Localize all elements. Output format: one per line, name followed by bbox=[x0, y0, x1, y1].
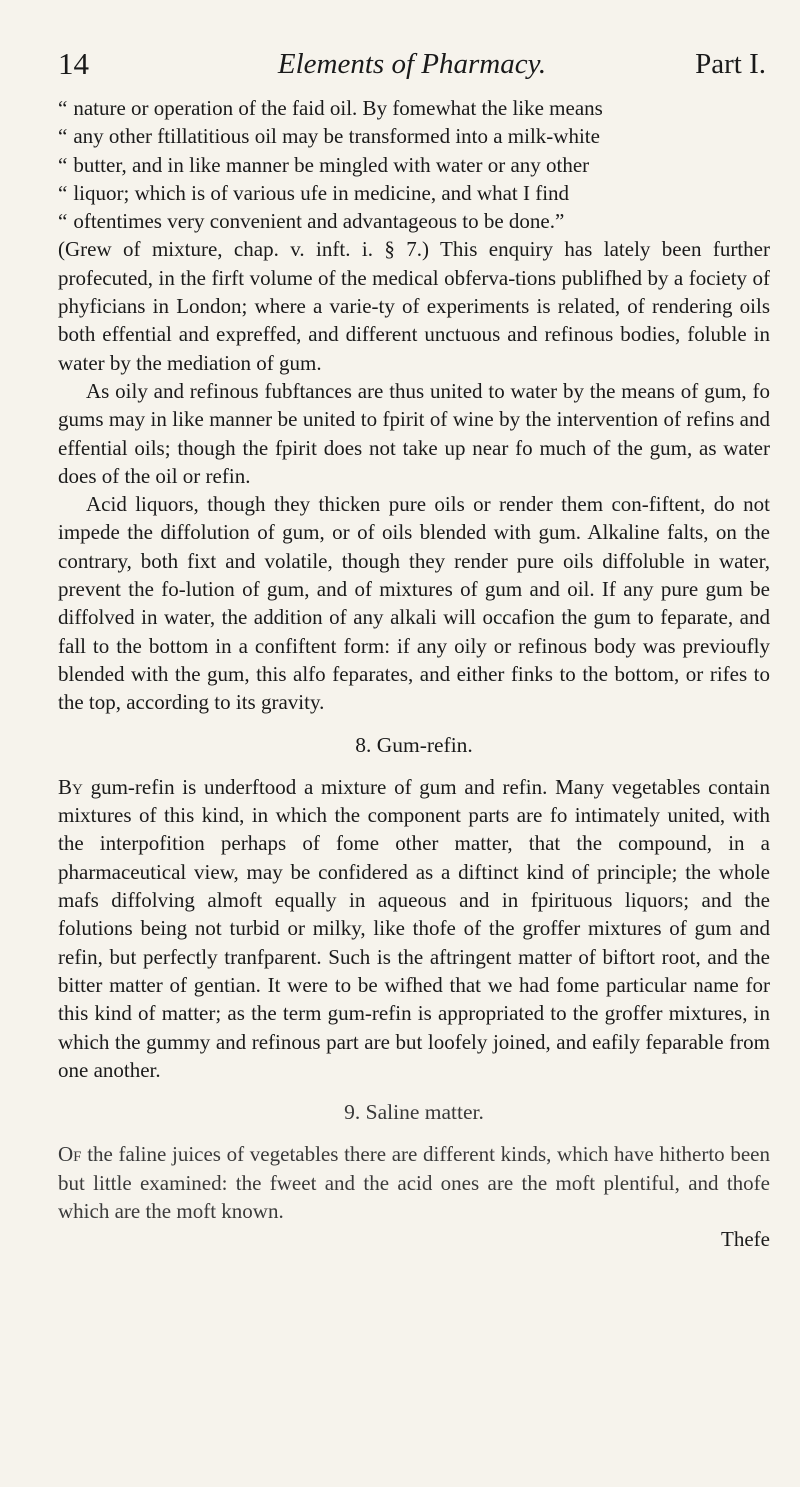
first-word: By bbox=[58, 774, 83, 799]
section-heading: 8. Gum-refin. bbox=[355, 732, 473, 757]
running-title: Elements of Pharmacy. bbox=[277, 48, 547, 80]
paragraph: As oily and refinous fubftances are thus united to water by the means of gum, fo gums may in like manner be united to fpirit of wine by the intervention of refins and effential oils; though the fpirit does not take up near fo much of the gum, as water does of the oil or refin. bbox=[58, 378, 770, 488]
part-label: Part I. bbox=[695, 48, 766, 80]
running-header bbox=[58, 44, 766, 94]
quote-line: “ oftentimes very convenient and advantageous to be done.” bbox=[58, 209, 565, 234]
page-number: 14 bbox=[58, 46, 89, 81]
quotation bbox=[58, 94, 770, 235]
quote-line: “ any other ftillatitious oil may be transformed into a milk-white bbox=[58, 124, 600, 149]
quote-line: “ liquor; which is of various ufe in medicine, and what I find bbox=[58, 180, 570, 205]
paragraph: By gum-refin is underftood a mixture of gum and refin. Many vegetables contain mixtures of this kind, in which the component parts are fo intimately united, with the interpofition perhaps of fome other matter, that the compound, in a pharmaceutical view, may be confidered as a diftinct kind of principle; the whole mafs diffolving almoft equally in aqueous and in fpirituous liquors; and the folutions being not turbid or milky, like thofe of the groffer mixtures of gum and refin, but perfectly tranfparent. Such is the aftringent matter of biftort root, and the bitter matter of gentian. It were to be wifhed that we had fome particular name for this kind of matter; as the term gum-refin is appropriated to the groffer mixtures, in which the gummy and refinous part are but loofely joined, and eafily feparable from one another. bbox=[58, 774, 770, 1082]
first-word: Of bbox=[58, 1142, 82, 1167]
paragraph: Acid liquors, though they thicken pure oils or render them con-fiftent, do not impede the diffolution of gum, or of oils blended with gum. Alkaline falts, on the contrary, both fixt and volatile, though they render pure oils diffoluble in water, prevent the fo-lution of gum, and of mixtures of gum and oil. If any pure gum be diffolved in water, the addition of any alkali will occafion the gum to feparate, and fall to the bottom in a confiftent form: if any oily or refinous body was previoufly blended with the gum, this alfo feparates, and either finks to the bottom, or rifes to the top, according to its gravity. bbox=[58, 492, 770, 715]
paragraph: Of the faline juices of vegetables there are different kinds, which have hitherto been but little examined: the fweet and the acid ones are the moft plentiful, and thofe which are the moft known. bbox=[58, 1142, 770, 1223]
catchword: Thefe bbox=[721, 1227, 770, 1252]
quote-line: “ nature or operation of the faid oil. By fomewhat the like means bbox=[58, 96, 603, 120]
section-heading: 9. Saline matter. bbox=[344, 1100, 484, 1125]
body-text bbox=[58, 94, 770, 1254]
paragraph: (Grew of mixture, chap. v. inft. i. § 7.) This enquiry has lately been further profecuted, in the firft volume of the medical obferva-tions publifhed by a fociety of phyficians in London; where a varie-ty of experiments is related, of rendering oils both effential and expreffed, and different unctuous and refinous bodies, foluble in water by the mediation of gum. bbox=[58, 237, 770, 375]
quote-line: “ butter, and in like manner be mingled with water or any other bbox=[58, 152, 590, 177]
